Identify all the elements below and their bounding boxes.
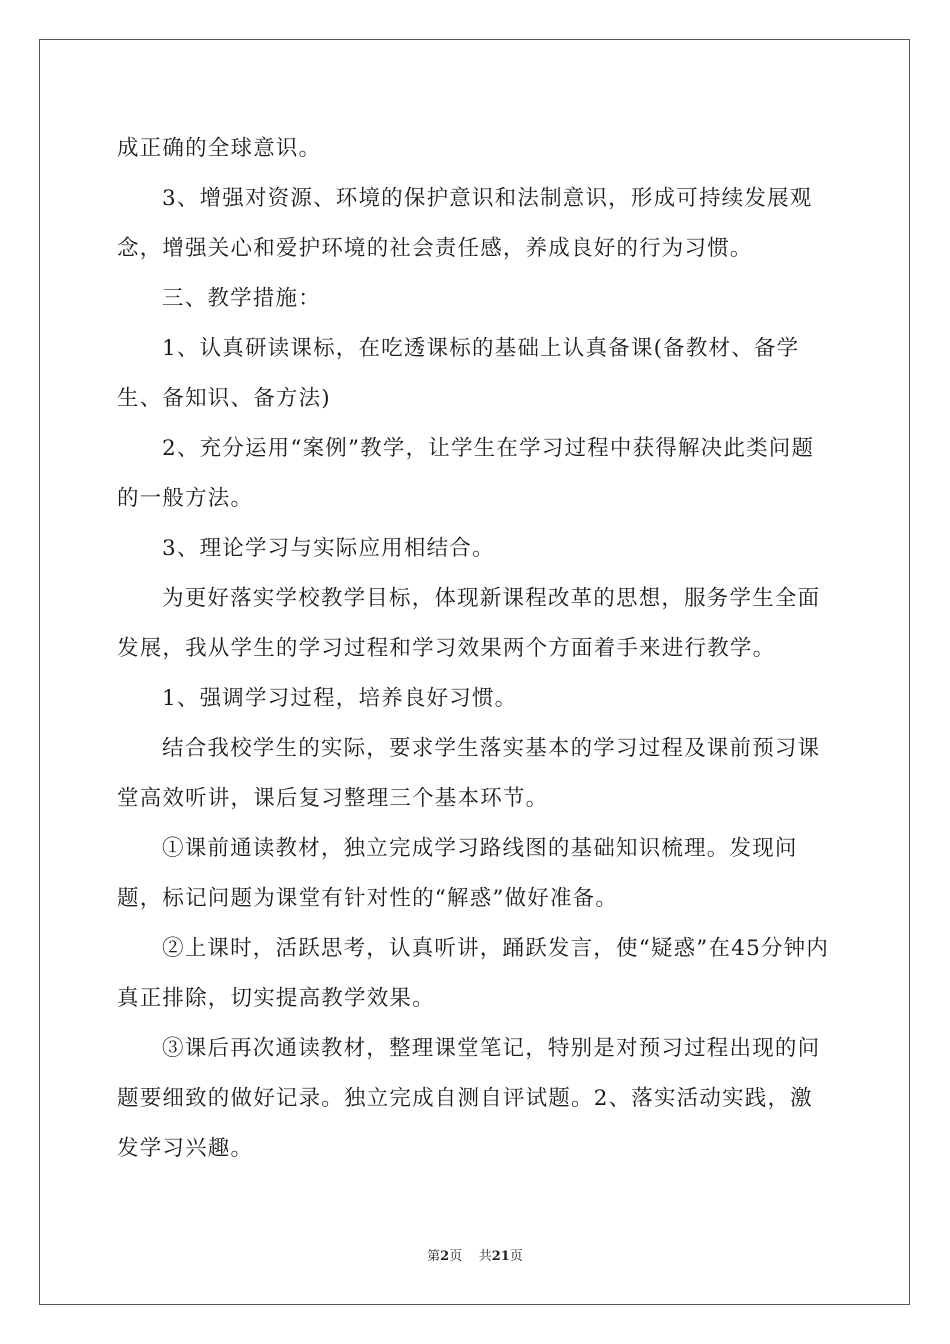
paragraph-8: 1、强调学习过程，培养良好习惯。 xyxy=(162,686,518,711)
footer-total-suffix: 页 xyxy=(509,1249,523,1264)
document-body xyxy=(117,124,833,1174)
paragraph-2: 3、增强对资源、环境的保护意识和法制意识，形成可持续发展观念，增强关心和爱护环境的社会责任感，养成良好的行为习惯。 xyxy=(117,186,813,261)
total-page-count: 21 xyxy=(491,1249,510,1264)
footer-total-prefix: 共 xyxy=(478,1249,492,1264)
paragraph-10: ①课前通读教材，独立完成学习路线图的基础知识梳理。发现问题，标记问题为课堂有针对性的“解惑”做好准备。 xyxy=(117,836,798,911)
page-footer xyxy=(0,1245,950,1264)
paragraph-4: 1、认真研读课标，在吃透课标的基础上认真备课(备教材、备学生、备知识、备方法) xyxy=(117,336,800,411)
paragraph-5: 2、充分运用“案例”教学，让学生在学习过程中获得解决此类问题的一般方法。 xyxy=(117,436,815,511)
paragraph-9: 结合我校学生的实际，要求学生落实基本的学习过程及课前预习课堂高效听讲，课后复习整理三个基本环节。 xyxy=(117,736,821,811)
paragraph-1: 成正确的全球意识。 xyxy=(117,136,322,161)
paragraph-12: ③课后再次通读教材，整理课堂笔记，特别是对预习过程出现的问题要细致的做好记录。独立完成自测自评试题。2、落实活动实践，激发学习兴趣。 xyxy=(117,1036,821,1161)
paragraph-7: 为更好落实学校教学目标，体现新课程改革的思想，服务学生全面发展，我从学生的学习过程和学习效果两个方面着手来进行教学。 xyxy=(117,586,821,661)
paragraph-11: ②上课时，活跃思考，认真听讲，踊跃发言，使“疑惑”在45分钟内真正排除，切实提高教学效果。 xyxy=(117,936,830,1011)
current-page-number: 2 xyxy=(440,1249,450,1264)
section-heading: 三、教学措施： xyxy=(162,286,321,311)
footer-page-suffix: 页 xyxy=(449,1249,463,1264)
footer-prefix: 第 xyxy=(427,1249,441,1264)
paragraph-6: 3、理论学习与实际应用相结合。 xyxy=(162,536,495,561)
